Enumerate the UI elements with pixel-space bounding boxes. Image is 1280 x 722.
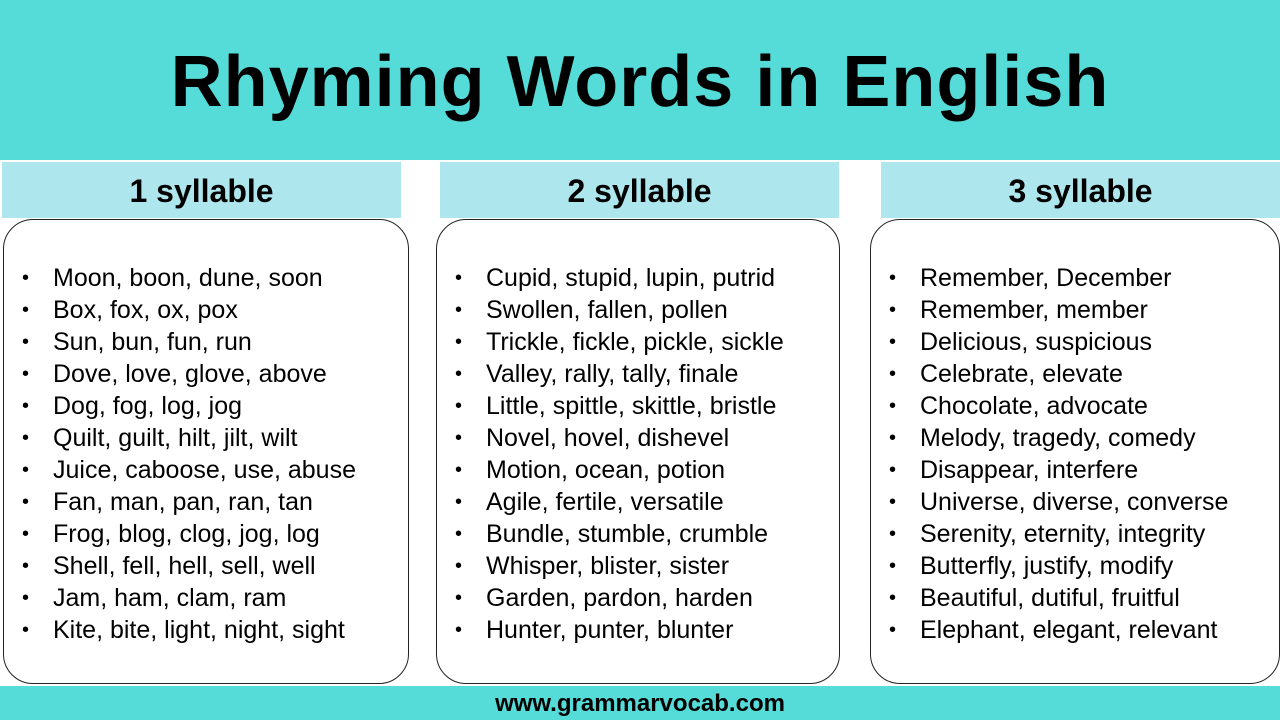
list-item bbox=[4, 550, 408, 582]
bullet-icon: • bbox=[22, 331, 30, 353]
list-item bbox=[871, 326, 1279, 358]
bullet-icon: • bbox=[455, 523, 463, 545]
rhyme-words: Butterfly, justify, modify bbox=[920, 552, 1174, 580]
bullet-icon: • bbox=[22, 459, 30, 481]
list-item bbox=[4, 486, 408, 518]
list-item bbox=[4, 582, 408, 614]
list-item bbox=[871, 518, 1279, 550]
rhyme-words: Novel, hovel, dishevel bbox=[486, 424, 730, 452]
bullet-icon: • bbox=[889, 491, 897, 513]
list-item bbox=[437, 614, 839, 646]
list-item bbox=[437, 550, 839, 582]
bullet-icon: • bbox=[889, 395, 897, 417]
rhyme-words: Jam, ham, clam, ram bbox=[53, 584, 287, 612]
bullet-icon: • bbox=[455, 363, 463, 385]
word-list-box-2-syllable bbox=[436, 219, 840, 684]
list-item bbox=[4, 422, 408, 454]
rhyme-words: Little, spittle, skittle, bristle bbox=[486, 392, 777, 420]
bullet-icon: • bbox=[455, 267, 463, 289]
rhyme-words: Remember, member bbox=[920, 296, 1148, 324]
bullet-icon: • bbox=[455, 555, 463, 577]
bullet-icon: • bbox=[455, 459, 463, 481]
list-item bbox=[4, 454, 408, 486]
rhyme-words: Motion, ocean, potion bbox=[486, 456, 726, 484]
rhyme-words: Whisper, blister, sister bbox=[486, 552, 730, 580]
list-item bbox=[437, 390, 839, 422]
list-item bbox=[437, 422, 839, 454]
rhyme-words: Disappear, interfere bbox=[920, 456, 1139, 484]
rhyme-words: Cupid, stupid, lupin, putrid bbox=[486, 264, 776, 292]
rhyme-words: Shell, fell, hell, sell, well bbox=[53, 552, 316, 580]
list-item bbox=[871, 614, 1279, 646]
bullet-icon: • bbox=[22, 267, 30, 289]
page-title: Rhyming Words in English bbox=[170, 42, 1110, 122]
bullet-icon: • bbox=[889, 619, 897, 641]
bullet-icon: • bbox=[889, 363, 897, 385]
list-item bbox=[4, 294, 408, 326]
rhyme-words: Elephant, elegant, relevant bbox=[920, 616, 1218, 644]
list-item bbox=[871, 390, 1279, 422]
bullet-icon: • bbox=[455, 427, 463, 449]
bullet-icon: • bbox=[889, 427, 897, 449]
rhyme-words: Remember, December bbox=[920, 264, 1172, 292]
bullet-icon: • bbox=[889, 523, 897, 545]
rhyme-words: Trickle, fickle, pickle, sickle bbox=[486, 328, 784, 356]
list-item bbox=[437, 358, 839, 390]
list-item bbox=[4, 518, 408, 550]
title-banner bbox=[0, 0, 1280, 160]
rhyme-words: Beautiful, dutiful, fruitful bbox=[920, 584, 1180, 612]
rhyme-words: Frog, blog, clog, jog, log bbox=[53, 520, 320, 548]
rhyme-words: Delicious, suspicious bbox=[920, 328, 1153, 356]
bullet-icon: • bbox=[889, 331, 897, 353]
list-item bbox=[871, 294, 1279, 326]
rhyme-words: Agile, fertile, versatile bbox=[486, 488, 724, 516]
word-list-2-syllable bbox=[437, 262, 839, 646]
rhyme-words: Bundle, stumble, crumble bbox=[486, 520, 769, 548]
rhyme-words: Moon, boon, dune, soon bbox=[53, 264, 323, 292]
list-item bbox=[437, 486, 839, 518]
list-item bbox=[437, 294, 839, 326]
bullet-icon: • bbox=[22, 395, 30, 417]
list-item bbox=[871, 262, 1279, 294]
list-item bbox=[871, 454, 1279, 486]
rhyme-words: Garden, pardon, harden bbox=[486, 584, 753, 612]
rhyme-words: Celebrate, elevate bbox=[920, 360, 1123, 388]
list-item bbox=[4, 614, 408, 646]
rhyme-words: Quilt, guilt, hilt, jilt, wilt bbox=[53, 424, 298, 452]
list-item bbox=[871, 422, 1279, 454]
list-item bbox=[437, 454, 839, 486]
rhyme-words: Chocolate, advocate bbox=[920, 392, 1148, 420]
list-item bbox=[4, 390, 408, 422]
bullet-icon: • bbox=[889, 587, 897, 609]
word-list-3-syllable bbox=[871, 262, 1279, 646]
column-heading-2-syllable: 2 syllable bbox=[440, 162, 839, 218]
list-item bbox=[437, 582, 839, 614]
bullet-icon: • bbox=[889, 267, 897, 289]
column-heading-1-syllable: 1 syllable bbox=[2, 162, 401, 218]
list-item bbox=[4, 358, 408, 390]
bullet-icon: • bbox=[22, 587, 30, 609]
rhyme-words: Box, fox, ox, pox bbox=[53, 296, 238, 324]
bullet-icon: • bbox=[455, 491, 463, 513]
list-item bbox=[4, 262, 408, 294]
rhyme-words: Serenity, eternity, integrity bbox=[920, 520, 1206, 548]
rhyme-words: Dove, love, glove, above bbox=[53, 360, 327, 388]
bullet-icon: • bbox=[455, 587, 463, 609]
list-item bbox=[871, 582, 1279, 614]
rhyme-words: Melody, tragedy, comedy bbox=[920, 424, 1196, 452]
bullet-icon: • bbox=[22, 555, 30, 577]
list-item bbox=[871, 550, 1279, 582]
bullet-icon: • bbox=[455, 299, 463, 321]
rhyme-words: Swollen, fallen, pollen bbox=[486, 296, 728, 324]
bullet-icon: • bbox=[455, 331, 463, 353]
rhyme-words: Fan, man, pan, ran, tan bbox=[53, 488, 313, 516]
rhyme-words: Kite, bite, light, night, sight bbox=[53, 616, 345, 644]
rhyme-words: Juice, caboose, use, abuse bbox=[53, 456, 356, 484]
word-list-1-syllable bbox=[4, 262, 408, 646]
bullet-icon: • bbox=[889, 459, 897, 481]
bullet-icon: • bbox=[22, 427, 30, 449]
bullet-icon: • bbox=[889, 555, 897, 577]
footer-website: www.grammarvocab.com bbox=[0, 686, 1280, 720]
rhyme-words: Universe, diverse, converse bbox=[920, 488, 1229, 516]
rhyme-words: Dog, fog, log, jog bbox=[53, 392, 243, 420]
bullet-icon: • bbox=[22, 523, 30, 545]
bullet-icon: • bbox=[889, 299, 897, 321]
rhyme-words: Hunter, punter, blunter bbox=[486, 616, 734, 644]
word-list-box-3-syllable bbox=[870, 219, 1280, 684]
bullet-icon: • bbox=[455, 395, 463, 417]
list-item bbox=[437, 518, 839, 550]
bullet-icon: • bbox=[22, 491, 30, 513]
list-item bbox=[871, 358, 1279, 390]
list-item bbox=[437, 326, 839, 358]
rhyme-words: Valley, rally, tally, finale bbox=[486, 360, 739, 388]
bullet-icon: • bbox=[455, 619, 463, 641]
column-heading-3-syllable: 3 syllable bbox=[881, 162, 1280, 218]
list-item bbox=[4, 326, 408, 358]
bullet-icon: • bbox=[22, 363, 30, 385]
list-item bbox=[437, 262, 839, 294]
rhyme-words: Sun, bun, fun, run bbox=[53, 328, 252, 356]
word-list-box-1-syllable bbox=[3, 219, 409, 684]
list-item bbox=[871, 486, 1279, 518]
bullet-icon: • bbox=[22, 619, 30, 641]
bullet-icon: • bbox=[22, 299, 30, 321]
